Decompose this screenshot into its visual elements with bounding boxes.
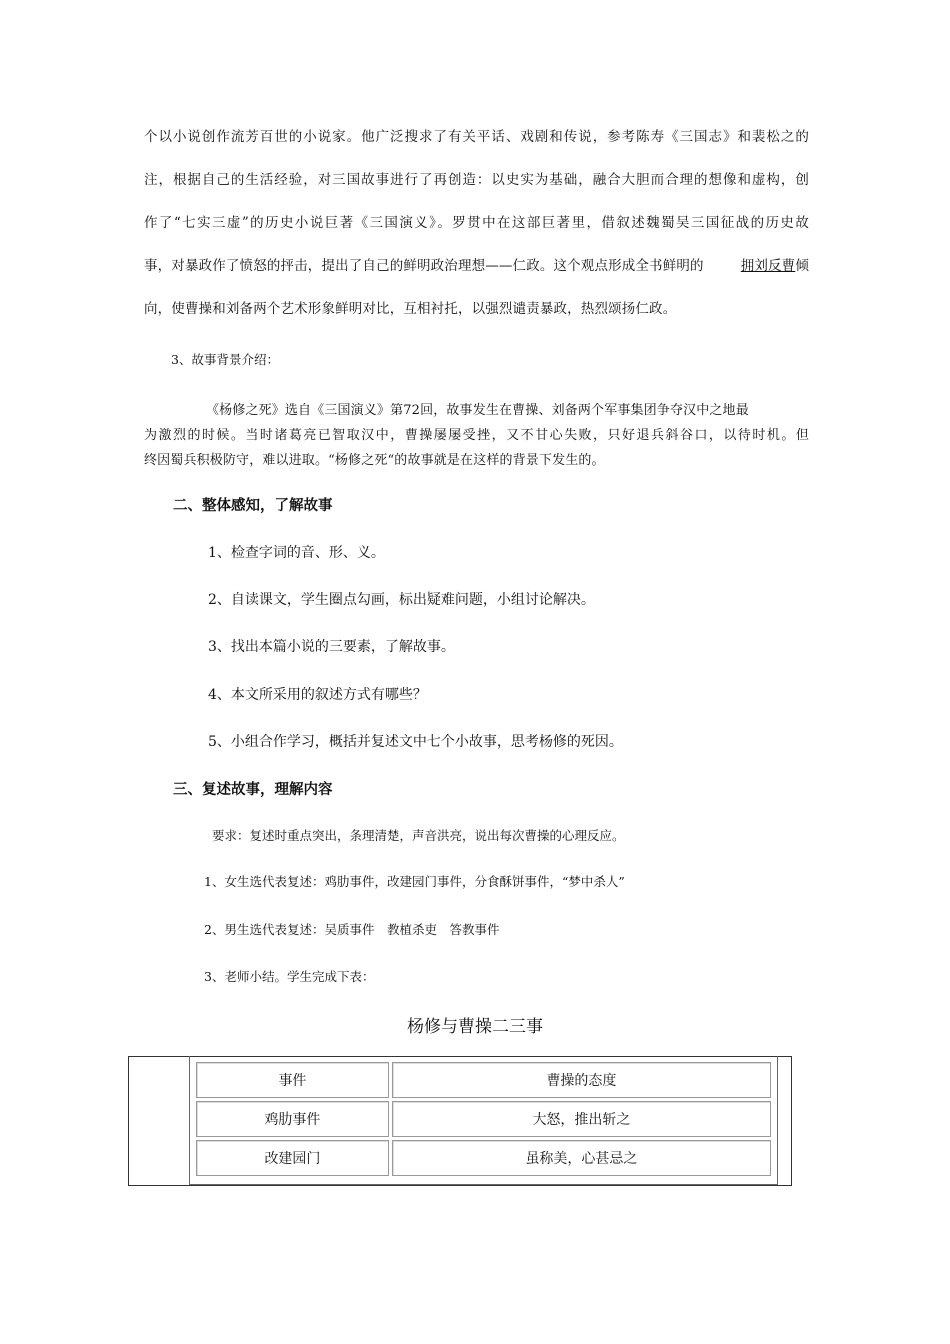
table-header-row <box>196 1062 771 1098</box>
intro-line-5: 向，使曹操和刘备两个艺术形象鲜明对比，互相衬托，以强烈谴责暴政，热烈颂扬仁政。 <box>144 301 677 317</box>
underlined-phrase: 拥刘反曹 <box>740 258 796 274</box>
intro-line-1: 个以小说创作流芳百世的小说家。他广泛搜求了有关平话、戏剧和传说，参考陈寿《三国志》和裴松之的 <box>144 129 809 145</box>
intro-line-4 <box>144 254 809 274</box>
section3-item-2: 2、男生选代表复述：吴质事件 教植杀吏 答教事件 <box>204 922 500 937</box>
background-line-3: 终因蜀兵积极防守，难以进取。“杨修之死“的故事就是在这样的背景下发生的。 <box>144 453 605 468</box>
events-table-wrapper <box>189 1056 778 1185</box>
table-cell: 改建园门 <box>196 1140 389 1176</box>
intro-line-4-end: 倾 <box>795 258 809 274</box>
section3-requirement: 要求：复述时重点突出，条理清楚，声音洪亮，说出每次曹操的心理反应。 <box>212 828 625 843</box>
section2-item-2: 2、自读课文，学生圈点勾画，标出疑难问题，小组讨论解决。 <box>208 592 595 608</box>
section2-item-5: 5、小组合作学习，概括并复述文中七个小故事，思考杨修的死因。 <box>208 734 623 750</box>
section2-heading: 二、整体感知，了解故事 <box>173 498 333 514</box>
table-header-cell: 事件 <box>196 1062 389 1098</box>
background-title: 3、故事背景介绍： <box>171 352 279 367</box>
events-table <box>193 1059 774 1179</box>
table-row <box>196 1101 771 1137</box>
table-title: 杨修与曹操二三事 <box>407 1017 543 1037</box>
background-line-1: 《杨修之死》选自《三国演义》第72回，故事发生在曹操、刘备两个军事集团争夺汉中之地最 <box>206 403 749 418</box>
table-header-cell: 曹操的态度 <box>392 1062 771 1098</box>
section3-item-1: 1、女生选代表复述：鸡肋事件，改建园门事件，分食酥饼事件，“梦中杀人” <box>204 874 625 889</box>
intro-line-2: 注，根据自己的生活经验，对三国故事进行了再创造：以史实为基础，融合大胆而合理的想像和虚构，创 <box>144 172 809 188</box>
table-cell: 大怒，推出斩之 <box>392 1101 771 1137</box>
background-line-2: 为激烈的时候。当时诸葛亮已智取汉中，曹操屡屡受挫，又不甘心失败，只好退兵斜谷口，以待时机。但 <box>144 428 809 443</box>
section2-item-1: 1、检查字词的音、形、义。 <box>208 545 385 561</box>
section2-item-4: 4、本文所采用的叙述方式有哪些？ <box>208 687 427 703</box>
intro-line-4-text: 事，对暴政作了愤怒的抨击，提出了自己的鲜明政治理想——仁政。这个观点形成全书鲜明的 <box>144 258 704 274</box>
table-cell: 鸡肋事件 <box>196 1101 389 1137</box>
section2-item-3: 3、找出本篇小说的三要素，了解故事。 <box>208 639 455 655</box>
table-row <box>196 1140 771 1176</box>
intro-line-3: 作了“七实三虚”的历史小说巨著《三国演义》。罗贯中在这部巨著里，借叙述魏蜀吴三国征战的历史故 <box>144 215 809 231</box>
section3-heading: 三、复述故事，理解内容 <box>173 782 333 798</box>
section3-item-3: 3、老师小结。学生完成下表： <box>204 969 375 984</box>
table-cell: 虽称美，心甚忌之 <box>392 1140 771 1176</box>
